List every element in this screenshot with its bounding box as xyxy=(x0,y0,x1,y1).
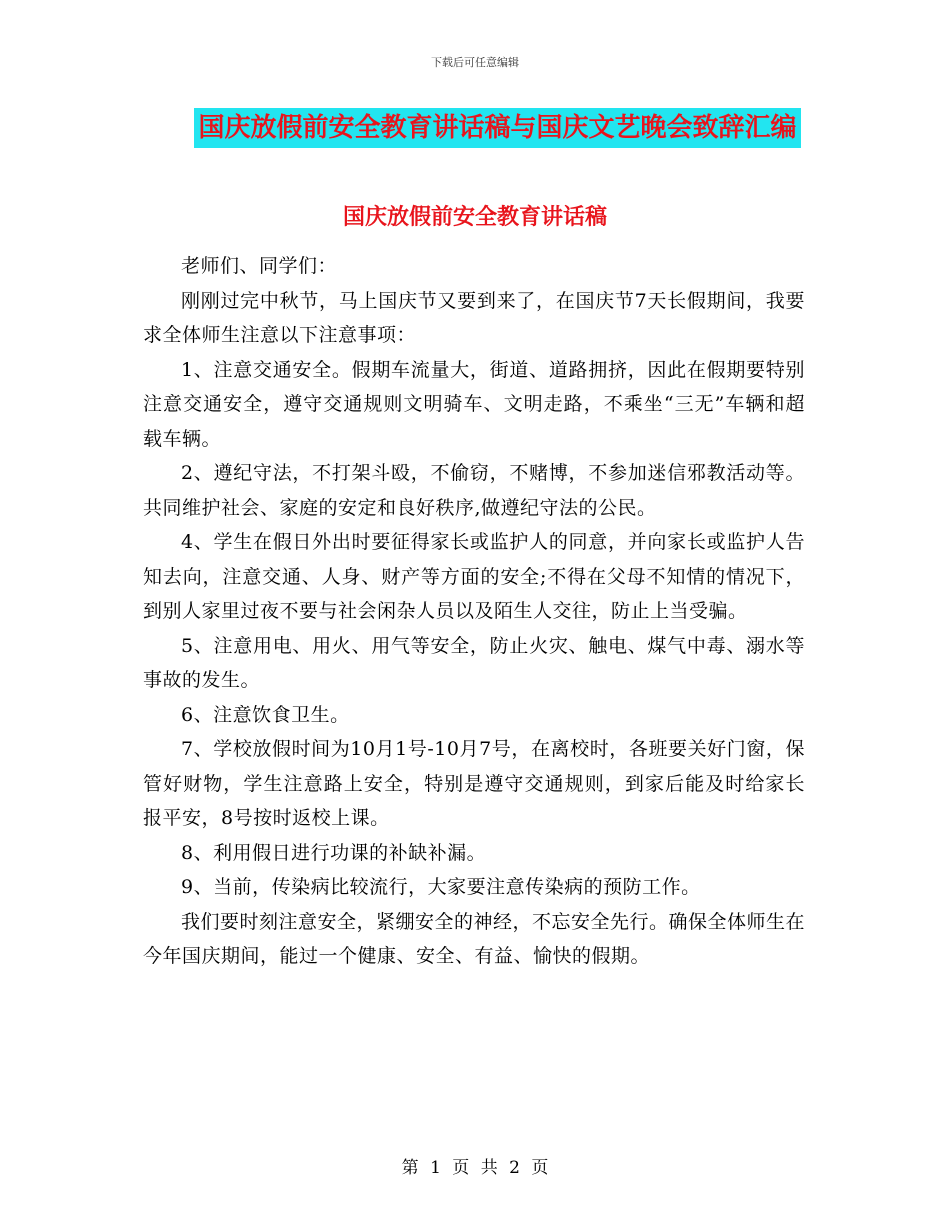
paragraph-item-1: 1、注意交通安全。假期车流量大，街道、道路拥挤，因此在假期要特别注意交通安全，遵守交通规则文明骑车、文明走路，不乘坐“三无”车辆和超载车辆。 xyxy=(143,358,805,450)
header-note: 下载后可任意编辑 xyxy=(431,56,519,69)
paragraph-item-6: 6、注意饮食卫生。 xyxy=(181,703,350,726)
document-body xyxy=(143,249,805,974)
paragraph-item-8: 8、利用假日进行功课的补缺补漏。 xyxy=(181,841,487,864)
paragraph-closing: 我们要时刻注意安全，紧绷安全的神经，不忘安全先行。确保全体师生在今年国庆期间，能过一个健康、安全、有益、愉快的假期。 xyxy=(143,910,806,967)
paragraph-greeting: 老师们、同学们： xyxy=(181,255,338,277)
paragraph-item-4: 4、学生在假日外出时要征得家长或监护人的同意，并向家长或监护人告知去向，注意交通、人身、财产等方面的安全;不得在父母不知情的情况下，到别人家里过夜不要与社会闲杂人员以及陌生人交往，防止上当受骗。 xyxy=(143,531,805,622)
paragraph-item-9: 9、当前，传染病比较流行，大家要注意传染病的预防工作。 xyxy=(181,876,701,898)
paragraph-item-2: 2、遵纪守法，不打架斗殴，不偷窃，不赌博，不参加迷信邪教活动等。共同维护社会、家庭的安定和良好秩序,做遵纪守法的公民。 xyxy=(143,462,805,519)
document-title: 国庆放假前安全教育讲话稿与国庆文艺晚会致辞汇编 xyxy=(194,108,800,148)
paragraph-item-7: 7、学校放假时间为10月1号-10月7号，在离校时，各班要关好门窗，保管好财物，学生注意路上安全，特别是遵守交通规则，到家后能及时给家长报平安，8号按时返校上课。 xyxy=(143,738,805,829)
document-title-container xyxy=(190,108,805,148)
section-title: 国庆放假前安全教育讲话稿 xyxy=(342,205,607,230)
paragraph-item-5: 5、注意用电、用火、用气等安全，防止火灾、触电、煤气中毒、溺水等事故的发生。 xyxy=(143,634,805,691)
page-footer: 第 1 页 共 2 页 xyxy=(401,1158,549,1178)
paragraph-intro: 刚刚过完中秋节，马上国庆节又要到来了，在国庆节7天长假期间，我要求全体师生注意以下注意事项： xyxy=(143,289,805,346)
